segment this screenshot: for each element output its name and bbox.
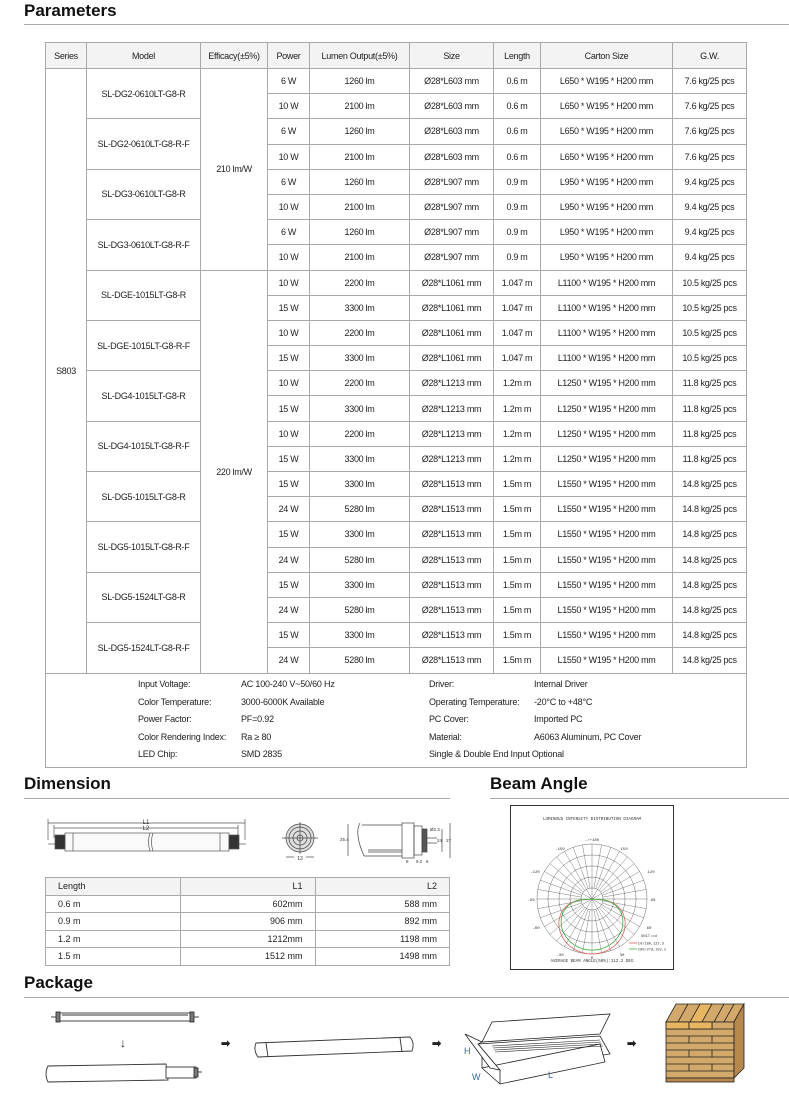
length-cell: 0.9 m [494,220,541,245]
lumen-cell: 3300 lm [310,623,410,648]
lumen-cell: 2100 lm [310,194,410,219]
model-cell: SL-DG5-1015LT-G8-R [87,472,201,522]
length-cell: 1.2m m [494,371,541,396]
size-cell: Ø28*L603 mm [410,119,494,144]
dim-header-row [46,878,450,896]
params-header-row [46,43,747,69]
parameters-rule [24,24,789,25]
carton-cell: L1550 * W195 * H200 mm [541,648,673,673]
length-cell: 1.2m m [494,396,541,421]
size-cell: Ø28*L603 mm [410,94,494,119]
carton-w-label: W [472,1072,481,1082]
size-cell: Ø28*L1513 mm [410,623,494,648]
dim-length: 0.6 m [46,895,181,913]
length-cell: 0.9 m [494,245,541,270]
params-row [46,572,747,597]
lumen-cell: 2200 lm [310,270,410,295]
carton-cell: L1100 * W195 * H200 mm [541,270,673,295]
svg-text:120: 120 [647,871,655,875]
params-row [46,522,747,547]
length-cell: 1.2m m [494,421,541,446]
carton-cell: L1550 * W195 * H200 mm [541,547,673,572]
efficacy-cell: 210 lm/W [201,69,268,271]
params-row [46,220,747,245]
dim-row [46,913,450,931]
beam-angle-heading: Beam Angle [490,774,588,793]
col-efficacy: Efficacy(±5%) [201,43,268,69]
model-cell: SL-DG2-0610LT-G8-R-F [87,119,201,169]
power-cell: 6 W [268,169,310,194]
end-cap-side-drawing [340,820,455,864]
dim-length: 1.2 m [46,930,181,948]
dimension-table [45,877,450,966]
spec-label: Single & Double End Input Optional [429,749,564,759]
package-rule [24,997,789,998]
gw-cell: 10.5 kg/25 pcs [673,346,747,371]
lumen-cell: 2200 lm [310,421,410,446]
col-size: Size [410,43,494,69]
package-heading: Package [24,973,93,992]
size-cell: Ø28*L1513 mm [410,572,494,597]
power-cell: 6 W [268,119,310,144]
gw-cell: 14.8 kg/25 pcs [673,472,747,497]
gw-cell: 10.5 kg/25 pcs [673,295,747,320]
gw-cell: 11.8 kg/25 pcs [673,446,747,471]
carton-cell: L1550 * W195 * H200 mm [541,597,673,622]
size-cell: Ø28*L1513 mm [410,547,494,572]
gw-cell: 11.8 kg/25 pcs [673,371,747,396]
svg-text:-30: -30 [556,954,564,958]
size-cell: Ø28*L1513 mm [410,648,494,673]
length-cell: 1.5m m [494,648,541,673]
package-step4-carton [460,1010,620,1090]
spec-box [45,673,747,768]
power-cell: 15 W [268,623,310,648]
svg-text:150: 150 [620,848,628,852]
length-cell: 0.6 m [494,144,541,169]
svg-text:-150: -150 [555,848,565,852]
size-cell: Ø28*L907 mm [410,245,494,270]
svg-text:24: 24 [437,838,443,843]
gw-cell: 9.4 kg/25 pcs [673,169,747,194]
power-cell: 15 W [268,572,310,597]
end-cap-front-drawing [276,820,326,862]
model-cell: SL-DG3-0610LT-G8-R [87,169,201,219]
gw-cell: 9.4 kg/25 pcs [673,220,747,245]
carton-l-label: L [548,1070,554,1080]
lumen-cell: 3300 lm [310,396,410,421]
svg-text:Ø2.3: Ø2.3 [430,827,440,832]
arrow-right-icon-1: ➡ [221,1038,231,1050]
gw-cell: 14.8 kg/25 pcs [673,522,747,547]
carton-cell: L1550 * W195 * H200 mm [541,497,673,522]
carton-cell: L650 * W195 * H200 mm [541,94,673,119]
carton-h-label: H [464,1046,471,1056]
length-cell: 0.9 m [494,169,541,194]
params-row [46,472,747,497]
svg-text:UNIT:cd: UNIT:cd [641,935,657,939]
model-cell: SL-DG5-1524LT-G8-R [87,572,201,622]
params-row [46,623,747,648]
dim-row [46,948,450,966]
gw-cell: 10.5 kg/25 pcs [673,320,747,345]
svg-text:AVERAGE BEAM ANGLE(50%):112.2: AVERAGE BEAM ANGLE(50%):112.2 DEG [550,960,634,964]
dim-col-l2: L2 [315,878,450,896]
lumen-cell: 2100 lm [310,144,410,169]
power-cell: 24 W [268,648,310,673]
size-cell: Ø28*L907 mm [410,194,494,219]
gw-cell: 14.8 kg/25 pcs [673,597,747,622]
carton-cell: L1100 * W195 * H200 mm [541,295,673,320]
model-cell: SL-DG4-1015LT-G8-R-F [87,421,201,471]
params-row [46,169,747,194]
spec-value: SMD 2835 [241,749,282,759]
carton-cell: L650 * W195 * H200 mm [541,69,673,94]
length-cell: 1.5m m [494,522,541,547]
power-cell: 10 W [268,144,310,169]
model-cell: SL-DG3-0610LT-G8-R-F [87,220,201,270]
length-cell: 1.047 m [494,295,541,320]
size-cell: Ø28*L1513 mm [410,597,494,622]
carton-cell: L1250 * W195 * H200 mm [541,446,673,471]
size-cell: Ø28*L1513 mm [410,497,494,522]
model-cell: SL-DG2-0610LT-G8-R [87,69,201,119]
power-cell: 10 W [268,94,310,119]
lumen-cell: 2200 lm [310,320,410,345]
gw-cell: 10.5 kg/25 pcs [673,270,747,295]
lumen-cell: 3300 lm [310,295,410,320]
svg-text:C0/180,122.3: C0/180,122.3 [638,942,664,947]
lumen-cell: 1260 lm [310,220,410,245]
params-row [46,270,747,295]
carton-cell: L1550 * W195 * H200 mm [541,572,673,597]
svg-text:-60: -60 [532,927,540,931]
spec-value: Imported PC [534,714,583,724]
gw-cell: 7.6 kg/25 pcs [673,69,747,94]
gw-cell: 14.8 kg/25 pcs [673,497,747,522]
power-cell: 15 W [268,522,310,547]
params-body [46,69,747,674]
col-length: Length [494,43,541,69]
lumen-cell: 1260 lm [310,119,410,144]
svg-text:90: 90 [650,899,656,903]
power-cell: 15 W [268,295,310,320]
spec-label: Operating Temperature: [429,696,520,707]
model-cell: SL-DG5-1524LT-G8-R-F [87,623,201,673]
params-row [46,119,747,144]
svg-text:8: 8 [406,859,409,864]
length-cell: 1.5m m [494,497,541,522]
size-cell: Ø28*L1061 mm [410,270,494,295]
power-cell: 6 W [268,69,310,94]
lumen-cell: 3300 lm [310,446,410,471]
power-cell: 24 W [268,497,310,522]
params-row [46,421,747,446]
carton-cell: L1250 * W195 * H200 mm [541,421,673,446]
spec-value: Internal Driver [534,679,588,689]
gw-cell: 9.4 kg/25 pcs [673,194,747,219]
efficacy-cell: 220 lm/W [201,270,268,673]
params-row [46,69,747,94]
arrow-right-icon-2: ➡ [432,1038,442,1050]
size-cell: Ø28*L1061 mm [410,295,494,320]
col-series: Series [46,43,87,69]
l1-label: L1 [142,820,150,826]
package-step2-sleeved-tube [44,1062,204,1084]
carton-cell: L650 * W195 * H200 mm [541,144,673,169]
spec-value: AC 100-240 V~50/60 Hz [241,679,335,689]
gw-cell: 14.8 kg/25 pcs [673,572,747,597]
length-cell: 0.6 m [494,69,541,94]
package-step3-tube-in-sleeve [252,1035,417,1061]
power-cell: 15 W [268,396,310,421]
spec-label: Color Rendering Index: [138,731,227,742]
lumen-cell: 2100 lm [310,245,410,270]
lumen-cell: 5280 lm [310,497,410,522]
model-cell: SL-DGE-1015LT-G8-R [87,270,201,320]
dim-l1: 602mm [181,895,316,913]
col-gw: G.W. [673,43,747,69]
length-cell: 1.047 m [494,346,541,371]
gw-cell: 7.6 kg/25 pcs [673,144,747,169]
spec-label: Power Factor: [138,714,192,724]
spec-value: A6063 Aluminum, PC Cover [534,731,642,742]
gw-cell: 11.8 kg/25 pcs [673,421,747,446]
dim-l2: 1498 mm [315,948,450,966]
lumen-cell: 2200 lm [310,371,410,396]
spec-label: PC Cover: [429,714,469,724]
beam-angle-rule [490,798,789,799]
length-cell: 1.5m m [494,623,541,648]
svg-text:-120: -120 [530,871,540,875]
power-cell: 10 W [268,194,310,219]
dim-l1: 1212mm [181,930,316,948]
dim-length: 0.9 m [46,913,181,931]
params-row [46,371,747,396]
size-cell: Ø28*L1213 mm [410,421,494,446]
package-step1-tube [50,1010,200,1024]
gw-cell: 14.8 kg/25 pcs [673,648,747,673]
spec-label: Material: [429,731,462,742]
carton-cell: L1550 * W195 * H200 mm [541,472,673,497]
col-power: Power [268,43,310,69]
lumen-cell: 3300 lm [310,346,410,371]
parameters-heading: Parameters [24,1,117,20]
lumen-cell: 5280 lm [310,547,410,572]
spec-value: -20°C to +48°C [534,696,593,707]
power-cell: 6 W [268,220,310,245]
gw-cell: 14.8 kg/25 pcs [673,623,747,648]
power-cell: 10 W [268,245,310,270]
power-cell: 10 W [268,320,310,345]
dim-length: 1.5 m [46,948,181,966]
carton-cell: L1100 * W195 * H200 mm [541,320,673,345]
gw-cell: 14.8 kg/25 pcs [673,547,747,572]
spec-label: Input Voltage: [138,679,191,689]
model-cell: SL-DG4-1015LT-G8-R [87,371,201,421]
carton-cell: L650 * W195 * H200 mm [541,119,673,144]
series-cell: S803 [46,69,87,674]
power-cell: 15 W [268,446,310,471]
size-cell: Ø28*L1513 mm [410,522,494,547]
arrow-down-icon: ↓ [120,1036,126,1050]
package-step5-pallet [662,1000,748,1086]
power-cell: 10 W [268,270,310,295]
size-cell: Ø28*L1213 mm [410,371,494,396]
lumen-cell: 3300 lm [310,472,410,497]
lumen-cell: 3300 lm [310,572,410,597]
carton-cell: L950 * W195 * H200 mm [541,169,673,194]
length-cell: 1.5m m [494,597,541,622]
lumen-cell: 5280 lm [310,648,410,673]
carton-cell: L1550 * W195 * H200 mm [541,522,673,547]
svg-text:6: 6 [426,859,429,864]
size-cell: Ø28*L1213 mm [410,446,494,471]
carton-cell: L950 * W195 * H200 mm [541,194,673,219]
carton-cell: L1100 * W195 * H200 mm [541,346,673,371]
dim-col-l1: L1 [181,878,316,896]
size-cell: Ø28*L907 mm [410,220,494,245]
length-cell: 0.6 m [494,94,541,119]
dim-row [46,895,450,913]
length-cell: 1.5m m [494,547,541,572]
spec-label: Driver: [429,679,455,689]
size-cell: Ø28*L1061 mm [410,320,494,345]
size-cell: Ø28*L603 mm [410,69,494,94]
power-cell: 24 W [268,597,310,622]
svg-text:-/+180: -/+180 [584,839,600,843]
lumen-cell: 1260 lm [310,169,410,194]
power-cell: 15 W [268,472,310,497]
length-cell: 1.5m m [494,472,541,497]
power-cell: 24 W [268,547,310,572]
spec-value: 3000-6000K Available [241,696,325,707]
spec-label: Color Temperature: [138,696,212,707]
model-cell: SL-DGE-1015LT-G8-R-F [87,320,201,370]
l2-label: L2 [142,826,150,832]
dim-l1: 1512 mm [181,948,316,966]
svg-text:C90/270,102.2: C90/270,102.2 [638,948,667,953]
carton-cell: L1250 * W195 * H200 mm [541,396,673,421]
svg-text:25.4: 25.4 [340,837,349,842]
power-cell: 15 W [268,346,310,371]
col-carton: Carton Size [541,43,673,69]
polar-chart [511,806,673,969]
gw-cell: 7.6 kg/25 pcs [673,94,747,119]
gw-cell: 9.4 kg/25 pcs [673,245,747,270]
dimension-heading: Dimension [24,774,111,793]
dim-l1: 906 mm [181,913,316,931]
params-row [46,320,747,345]
carton-cell: L950 * W195 * H200 mm [541,220,673,245]
beam-diagram [510,805,674,970]
size-cell: Ø28*L1213 mm [410,396,494,421]
svg-text:LUMINOUS INTENSITY DISTRIBUTIO: LUMINOUS INTENSITY DISTRIBUTION DIAGRAM [542,818,642,822]
lumen-cell: 2100 lm [310,94,410,119]
model-cell: SL-DG5-1015LT-G8-R-F [87,522,201,572]
svg-text:27: 27 [446,838,452,843]
dim-col-length: Length [46,878,181,896]
carton-cell: L1550 * W195 * H200 mm [541,623,673,648]
lumen-cell: 3300 lm [310,522,410,547]
length-cell: 1.5m m [494,572,541,597]
dim-l2: 1198 mm [315,930,450,948]
carton-cell: L950 * W195 * H200 mm [541,245,673,270]
gw-cell: 7.6 kg/25 pcs [673,119,747,144]
length-cell: 0.6 m [494,119,541,144]
carton-cell: L1250 * W195 * H200 mm [541,371,673,396]
col-model: Model [87,43,201,69]
dim-l2: 588 mm [315,895,450,913]
size-cell: Ø28*L907 mm [410,169,494,194]
length-cell: 1.2m m [494,446,541,471]
svg-text:13: 13 [297,856,303,862]
length-cell: 0.9 m [494,194,541,219]
col-lumen: Lumen Output(±5%) [310,43,410,69]
size-cell: Ø28*L1061 mm [410,346,494,371]
spec-value: PF=0.92 [241,714,274,724]
power-cell: 10 W [268,421,310,446]
spec-value: Ra ≥ 80 [241,731,272,742]
svg-text:30: 30 [619,954,625,958]
lumen-cell: 5280 lm [310,597,410,622]
svg-text:60: 60 [646,927,652,931]
size-cell: Ø28*L1513 mm [410,472,494,497]
tube-drawing [40,814,250,858]
length-cell: 1.047 m [494,320,541,345]
dimension-rule [24,798,450,799]
svg-text:9.2: 9.2 [416,859,423,864]
spec-label: LED Chip: [138,749,178,759]
arrow-right-icon-3: ➡ [627,1038,637,1050]
size-cell: Ø28*L603 mm [410,144,494,169]
dim-row [46,930,450,948]
power-cell: 10 W [268,371,310,396]
lumen-cell: 1260 lm [310,69,410,94]
length-cell: 1.047 m [494,270,541,295]
svg-text:0: 0 [590,957,594,961]
gw-cell: 11.8 kg/25 pcs [673,396,747,421]
svg-text:-90: -90 [527,899,535,903]
parameters-table [45,42,747,674]
dim-l2: 892 mm [315,913,450,931]
